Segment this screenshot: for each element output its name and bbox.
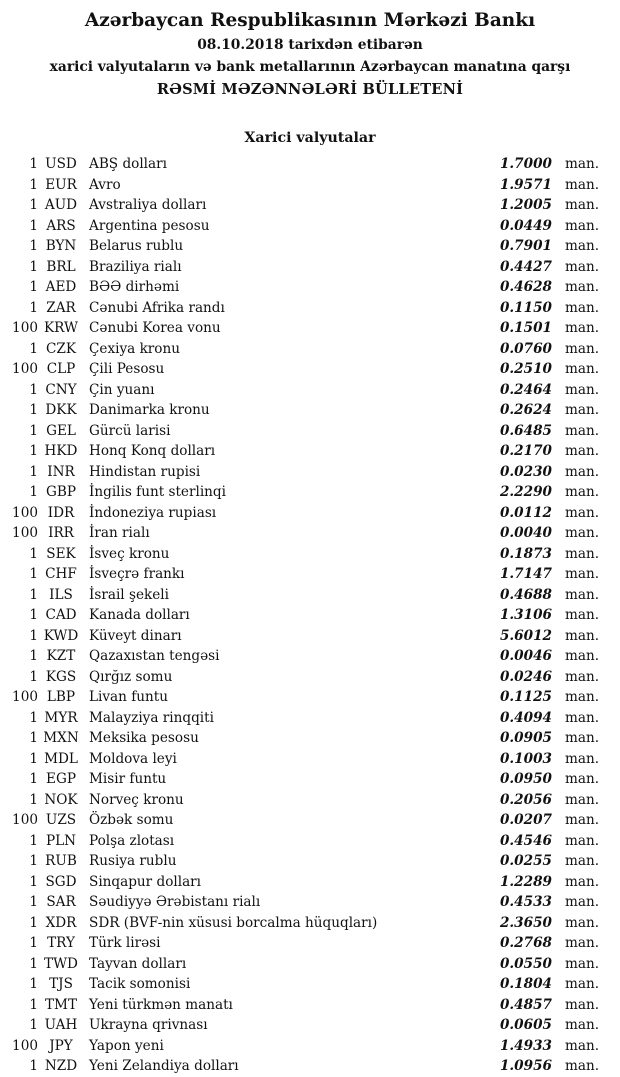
row-currency-code: ARS	[46, 217, 76, 234]
row-currency-code: TWD	[44, 955, 78, 972]
row-rate-value: 0.1003	[499, 750, 552, 767]
row-rate-value: 0.7901	[499, 238, 552, 254]
row-rate-value: 0.4688	[499, 586, 552, 603]
table-row	[0, 421, 602, 442]
row-unit-label: man.	[565, 730, 600, 746]
row-rate-value: 1.0956	[499, 1058, 552, 1074]
row-currency-name: Yapon yeni	[89, 1037, 164, 1054]
row-unit-label: man.	[565, 914, 600, 931]
row-unit-label: man.	[565, 361, 600, 377]
row-currency-code: SAR	[46, 894, 76, 910]
row-rate-value: 0.2768	[499, 935, 552, 951]
row-quantity: 1	[29, 832, 38, 849]
row-rate-value: 0.2170	[499, 443, 552, 459]
table-row	[0, 667, 602, 688]
row-rate-value: 5.6012	[499, 627, 552, 644]
row-unit-label: man.	[565, 258, 600, 275]
row-unit-label: man.	[565, 832, 600, 849]
table-row	[0, 605, 602, 626]
table-row	[0, 728, 602, 749]
row-unit-label: man.	[565, 750, 600, 767]
row-currency-code: BRL	[46, 258, 76, 275]
row-quantity: 1	[29, 156, 38, 172]
row-unit-label: man.	[565, 279, 600, 295]
row-currency-name: İran rialı	[89, 525, 150, 541]
row-unit-label: man.	[565, 955, 600, 972]
row-currency-name: Livan funtu	[89, 689, 168, 705]
row-currency-name: Danimarka kronu	[89, 402, 210, 418]
row-rate-value: 0.2056	[499, 791, 552, 808]
row-unit-label: man.	[565, 668, 600, 685]
table-row	[0, 954, 602, 975]
row-currency-code: ILS	[49, 586, 73, 603]
row-unit-label: man.	[565, 791, 600, 808]
row-quantity: 1	[29, 1017, 38, 1033]
row-rate-value: 0.4427	[499, 258, 552, 275]
row-currency-code: CNY	[45, 381, 77, 398]
row-quantity: 1	[29, 853, 38, 869]
row-rate-value: 0.0230	[499, 463, 552, 480]
table-row	[0, 872, 602, 893]
row-quantity: 100	[12, 689, 38, 705]
row-quantity: 1	[29, 484, 38, 500]
row-rate-value: 0.2510	[499, 361, 552, 377]
row-unit-label: man.	[565, 422, 600, 439]
bulletin-title: RƏSMİ MƏZƏNNƏLƏRİ BÜLLETENİ	[156, 81, 464, 98]
row-currency-code: RUB	[45, 853, 77, 869]
row-quantity: 1	[29, 914, 38, 931]
row-unit-label: man.	[565, 1017, 600, 1033]
row-currency-name: Rusiya rublu	[89, 853, 177, 869]
row-quantity: 1	[29, 955, 38, 972]
row-rate-value: 0.0905	[499, 730, 552, 746]
row-quantity: 1	[29, 381, 38, 398]
row-currency-name: İngilis funt sterlinqi	[89, 484, 226, 500]
row-rate-value: 0.4094	[499, 709, 552, 726]
row-rate-value: 1.2289	[499, 873, 552, 890]
row-rate-value: 0.0207	[499, 812, 552, 828]
row-rate-value: 0.0550	[499, 955, 552, 972]
row-currency-code: CAD	[45, 607, 77, 623]
table-row	[0, 462, 602, 483]
row-rate-value: 0.6485	[499, 422, 552, 439]
row-unit-label: man.	[565, 566, 600, 582]
bulletin-subtitle: xarici valyutaların və bank metallarının Azərbaycan manatına qarşı	[49, 59, 571, 75]
row-currency-code: UAH	[44, 1017, 78, 1033]
row-quantity: 1	[29, 258, 38, 275]
row-rate-value: 0.1501	[499, 320, 552, 336]
row-rate-value: 0.0255	[499, 853, 552, 869]
row-currency-code: HKD	[44, 443, 78, 459]
row-currency-code: DKK	[45, 402, 77, 418]
row-currency-code: CLP	[46, 361, 76, 377]
row-rate-value: 0.0246	[499, 668, 552, 685]
row-currency-code: AUD	[44, 197, 78, 213]
row-rate-value: 0.2464	[499, 381, 552, 398]
row-currency-name: İndoneziya rupiası	[89, 504, 217, 521]
row-currency-code: MXN	[43, 730, 79, 746]
row-rate-value: 0.1125	[499, 689, 552, 705]
row-unit-label: man.	[565, 976, 600, 992]
row-rate-value: 1.4933	[499, 1037, 552, 1054]
row-unit-label: man.	[565, 627, 600, 644]
row-currency-name: Səudiyyə Ərəbistanı rialı	[89, 894, 261, 910]
row-currency-name: Misir funtu	[89, 771, 167, 787]
row-quantity: 1	[29, 586, 38, 603]
table-row	[0, 277, 602, 298]
row-quantity: 1	[29, 976, 38, 992]
row-currency-name: Türk lirəsi	[89, 935, 161, 951]
row-rate-value: 0.4628	[499, 279, 552, 295]
effective-date-line: 08.10.2018 tarixdən etibarən	[197, 37, 423, 53]
table-row	[0, 544, 602, 565]
row-currency-name: BƏƏ dirhəmi	[89, 279, 180, 295]
row-unit-label: man.	[565, 689, 600, 705]
row-quantity: 1	[29, 873, 38, 890]
table-row	[0, 503, 602, 524]
row-unit-label: man.	[565, 443, 600, 459]
row-quantity: 100	[12, 320, 38, 336]
table-row	[0, 1015, 602, 1036]
row-rate-value: 0.0046	[499, 648, 552, 664]
row-quantity: 1	[29, 340, 38, 357]
table-row	[0, 851, 602, 872]
row-currency-code: SGD	[45, 873, 77, 890]
row-rate-value: 0.4857	[499, 996, 552, 1013]
row-currency-code: AED	[45, 279, 77, 295]
row-currency-name: ABŞ dolları	[89, 156, 167, 172]
row-currency-code: MDL	[44, 750, 78, 767]
row-currency-name: Çin yuanı	[89, 381, 155, 398]
row-quantity: 1	[29, 668, 38, 685]
row-currency-name: Meksika pesosu	[89, 730, 199, 746]
table-row	[0, 318, 602, 339]
row-unit-label: man.	[565, 238, 600, 254]
row-currency-name: Avro	[89, 176, 121, 193]
row-currency-code: XDR	[45, 914, 77, 931]
row-rate-value: 2.2290	[499, 484, 552, 500]
row-currency-name: Yeni Zelandiya dolları	[89, 1058, 239, 1074]
table-row	[0, 831, 602, 852]
row-currency-code: KZT	[46, 648, 76, 664]
table-row	[0, 646, 602, 667]
table-row	[0, 1056, 602, 1077]
section-title-foreign-currencies: Xarici valyutalar	[244, 130, 376, 146]
row-currency-name: Kanada dolları	[89, 607, 190, 623]
row-rate-value: 0.0950	[499, 771, 552, 787]
row-rate-value: 1.9571	[499, 176, 552, 193]
table-row	[0, 236, 602, 257]
row-quantity: 1	[29, 1058, 38, 1074]
table-row	[0, 585, 602, 606]
table-row	[0, 400, 602, 421]
row-currency-name: Braziliya rialı	[89, 258, 182, 275]
row-currency-name: Ukrayna qrivnası	[89, 1017, 208, 1033]
row-rate-value: 0.0605	[499, 1017, 552, 1033]
row-unit-label: man.	[565, 709, 600, 726]
row-currency-name: Qazaxıstan tengəsi	[89, 648, 220, 664]
row-unit-label: man.	[565, 176, 600, 193]
row-quantity: 1	[29, 443, 38, 459]
row-currency-name: Hindistan rupisi	[89, 463, 201, 480]
row-currency-name: Polşa zlotası	[89, 832, 175, 849]
row-currency-code: LBP	[46, 689, 76, 705]
table-row	[0, 687, 602, 708]
row-quantity: 1	[29, 299, 38, 316]
row-currency-name: SDR (BVF-nin xüsusi borcalma hüquqları)	[89, 914, 378, 931]
row-currency-name: Çexiya kronu	[89, 340, 180, 357]
row-currency-name: Qırğız somu	[89, 668, 173, 685]
row-unit-label: man.	[565, 299, 600, 316]
row-quantity: 1	[29, 894, 38, 910]
table-row	[0, 564, 602, 585]
row-currency-name: Tayvan dolları	[89, 955, 187, 972]
row-currency-name: İsveçrə frankı	[89, 566, 185, 582]
row-unit-label: man.	[565, 607, 600, 623]
row-unit-label: man.	[565, 545, 600, 562]
row-quantity: 100	[12, 504, 38, 521]
row-unit-label: man.	[565, 484, 600, 500]
row-rate-value: 0.0112	[499, 504, 552, 521]
row-currency-name: Cənubi Afrika randı	[89, 299, 225, 316]
rates-table	[0, 154, 620, 1077]
row-currency-name: Moldova leyi	[89, 750, 177, 767]
row-currency-name: İsrail şekeli	[89, 586, 169, 603]
table-row	[0, 441, 602, 462]
row-currency-code: EUR	[45, 176, 77, 193]
row-currency-code: NOK	[44, 791, 78, 808]
row-unit-label: man.	[565, 812, 600, 828]
row-quantity: 1	[29, 402, 38, 418]
table-row	[0, 195, 602, 216]
row-unit-label: man.	[565, 504, 600, 521]
table-row	[0, 974, 602, 995]
row-quantity: 1	[29, 176, 38, 193]
row-currency-code: NZD	[44, 1058, 78, 1074]
row-unit-label: man.	[565, 935, 600, 951]
row-quantity: 100	[12, 361, 38, 377]
row-unit-label: man.	[565, 197, 600, 213]
row-currency-code: ZAR	[46, 299, 76, 316]
row-currency-code: KGS	[45, 668, 77, 685]
row-rate-value: 1.2005	[499, 197, 552, 213]
row-quantity: 1	[29, 730, 38, 746]
row-currency-code: CHF	[45, 566, 77, 582]
row-currency-name: Sinqapur dolları	[89, 873, 202, 890]
row-rate-value: 0.4533	[499, 894, 552, 910]
row-rate-value: 1.7147	[499, 566, 552, 582]
row-currency-code: IRR	[48, 525, 74, 541]
row-currency-name: Norveç kronu	[89, 791, 184, 808]
row-quantity: 1	[29, 791, 38, 808]
row-unit-label: man.	[565, 771, 600, 787]
row-unit-label: man.	[565, 320, 600, 336]
table-row	[0, 216, 602, 237]
table-row	[0, 154, 602, 175]
table-row	[0, 995, 602, 1016]
row-quantity: 1	[29, 566, 38, 582]
row-quantity: 1	[29, 279, 38, 295]
row-quantity: 1	[29, 996, 38, 1013]
row-currency-code: BYN	[45, 238, 77, 254]
row-currency-name: Cənubi Korea vonu	[89, 320, 221, 336]
row-currency-code: KWD	[43, 627, 79, 644]
table-row	[0, 175, 602, 196]
row-currency-code: UZS	[45, 812, 77, 828]
row-currency-name: Küveyt dinarı	[89, 627, 182, 644]
row-unit-label: man.	[565, 873, 600, 890]
table-row	[0, 790, 602, 811]
row-quantity: 1	[29, 545, 38, 562]
row-unit-label: man.	[565, 217, 600, 234]
row-currency-name: Belarus rublu	[89, 238, 184, 254]
row-quantity: 1	[29, 197, 38, 213]
table-row	[0, 482, 602, 503]
row-rate-value: 0.1804	[499, 976, 552, 992]
row-currency-code: IDR	[47, 504, 75, 521]
row-unit-label: man.	[565, 586, 600, 603]
table-row	[0, 769, 602, 790]
row-unit-label: man.	[565, 381, 600, 398]
table-row	[0, 339, 602, 360]
row-currency-code: GBP	[46, 484, 76, 500]
row-currency-name: Özbək somu	[89, 812, 174, 828]
row-rate-value: 1.3106	[499, 607, 552, 623]
row-currency-code: MYR	[44, 709, 78, 726]
row-quantity: 1	[29, 935, 38, 951]
row-rate-value: 0.4546	[499, 832, 552, 849]
row-quantity: 1	[29, 238, 38, 254]
table-row	[0, 810, 602, 831]
row-currency-code: TJS	[49, 976, 73, 992]
row-unit-label: man.	[565, 648, 600, 664]
row-currency-code: TRY	[47, 935, 75, 951]
row-unit-label: man.	[565, 340, 600, 357]
row-currency-code: INR	[47, 463, 75, 480]
row-rate-value: 0.0040	[499, 525, 552, 541]
row-unit-label: man.	[565, 525, 600, 541]
row-currency-code: KRW	[43, 320, 79, 336]
row-quantity: 1	[29, 607, 38, 623]
row-quantity: 1	[29, 709, 38, 726]
row-currency-name: Argentina pesosu	[89, 217, 210, 234]
row-currency-name: İsveç kronu	[89, 545, 170, 562]
table-row	[0, 298, 602, 319]
row-rate-value: 0.1873	[499, 545, 552, 562]
row-rate-value: 1.7000	[499, 156, 552, 172]
row-unit-label: man.	[565, 1037, 600, 1054]
row-rate-value: 2.3650	[499, 914, 552, 931]
table-row	[0, 626, 602, 647]
row-quantity: 1	[29, 463, 38, 480]
table-row	[0, 359, 602, 380]
row-unit-label: man.	[565, 402, 600, 418]
row-currency-name: Yeni türkmən manatı	[89, 996, 233, 1013]
table-row	[0, 380, 602, 401]
table-row	[0, 749, 602, 770]
bank-name-title: Azərbaycan Respublikasının Mərkəzi Bankı	[84, 10, 536, 31]
row-unit-label: man.	[565, 996, 600, 1013]
row-currency-code: CZK	[45, 340, 76, 357]
row-rate-value: 0.0449	[499, 217, 552, 234]
row-currency-code: GEL	[46, 422, 76, 439]
row-currency-code: JPY	[49, 1037, 73, 1054]
row-currency-name: Gürcü larisi	[89, 422, 171, 439]
row-unit-label: man.	[565, 1058, 600, 1074]
row-unit-label: man.	[565, 156, 600, 172]
row-rate-value: 0.2624	[499, 402, 552, 418]
row-currency-name: Malayziya rinqqiti	[89, 709, 214, 726]
table-row	[0, 1036, 602, 1057]
row-quantity: 1	[29, 422, 38, 439]
row-currency-code: SEK	[46, 545, 76, 562]
table-row	[0, 892, 602, 913]
row-unit-label: man.	[565, 853, 600, 869]
row-currency-code: USD	[45, 156, 77, 172]
row-currency-code: EGP	[46, 771, 76, 787]
table-row	[0, 933, 602, 954]
row-quantity: 100	[12, 812, 38, 828]
table-row	[0, 257, 602, 278]
row-rate-value: 0.1150	[499, 299, 552, 316]
table-row	[0, 913, 602, 934]
row-quantity: 1	[29, 627, 38, 644]
row-unit-label: man.	[565, 463, 600, 480]
row-currency-name: Honq Konq dolları	[89, 443, 216, 459]
table-row	[0, 708, 602, 729]
row-unit-label: man.	[565, 894, 600, 910]
row-currency-code: TMT	[44, 996, 78, 1013]
table-row	[0, 523, 602, 544]
row-quantity: 100	[12, 525, 38, 541]
row-currency-name: Çili Pesosu	[89, 361, 165, 377]
row-quantity: 100	[12, 1037, 38, 1054]
row-quantity: 1	[29, 750, 38, 767]
row-currency-name: Tacik somonisi	[89, 976, 191, 992]
row-currency-name: Avstraliya dolları	[89, 197, 207, 213]
row-quantity: 1	[29, 771, 38, 787]
row-quantity: 1	[29, 217, 38, 234]
bulletin-header	[0, 7, 620, 101]
row-quantity: 1	[29, 648, 38, 664]
row-currency-code: PLN	[45, 832, 77, 849]
row-rate-value: 0.0760	[499, 340, 552, 357]
